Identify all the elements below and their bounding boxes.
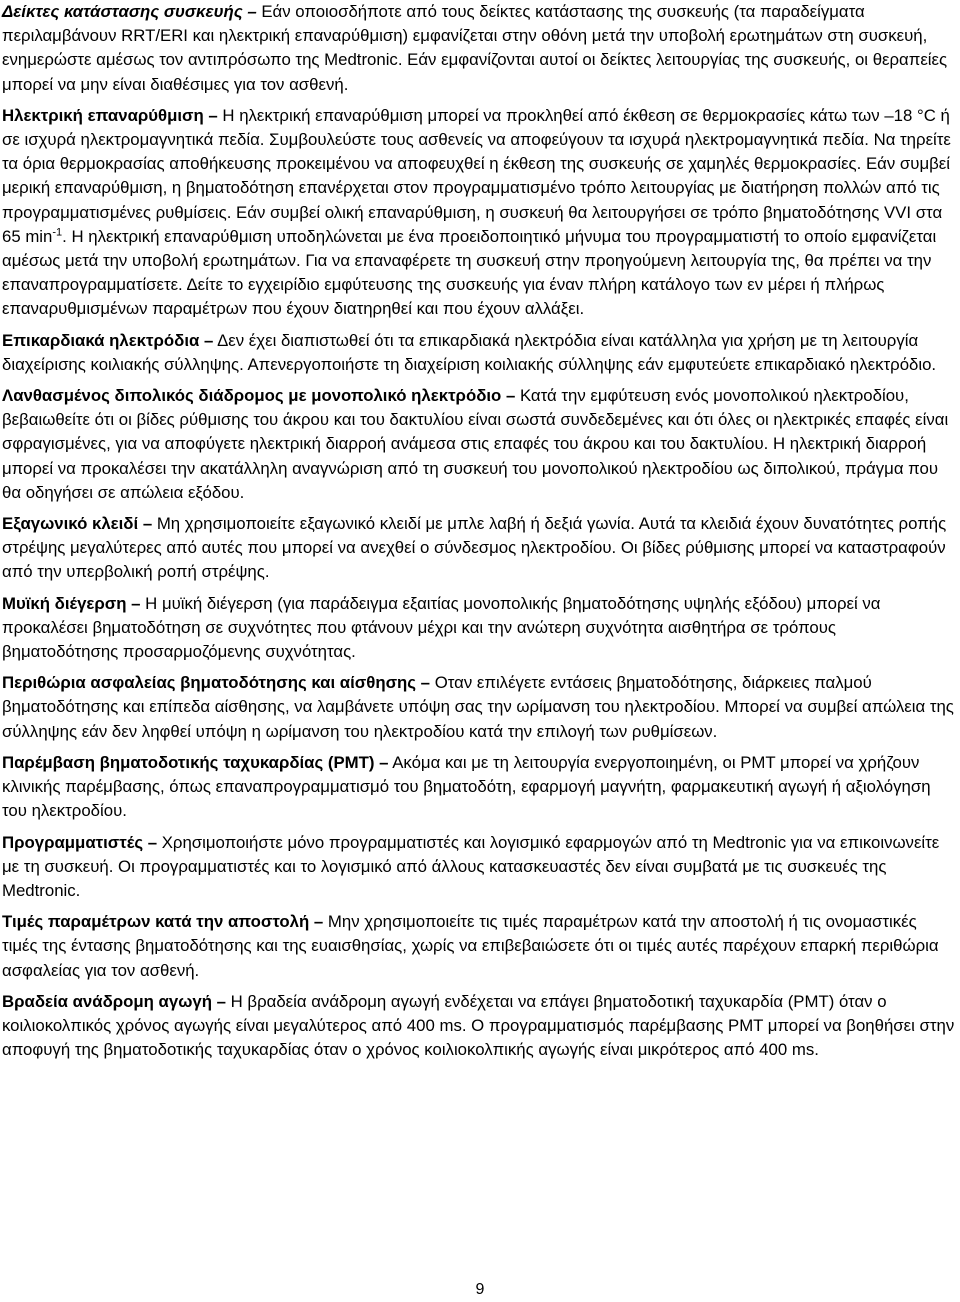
term-muscle-stimulation: Μυϊκή διέγερση – <box>2 593 141 613</box>
paragraph-hex-wrench <box>2 512 956 585</box>
term-epicardial-leads: Επικαρδιακά ηλεκτρόδια – <box>2 330 214 350</box>
term-slow-retrograde-conduction: Βραδεία ανάδρομη αγωγή – <box>2 991 226 1011</box>
term-hex-wrench: Εξαγωνικό κλειδί – <box>2 514 153 534</box>
body-shipping-values: Μην χρησιμοποιείτε τις τιμές παραμέτρων κατά την αποστολή ή τις ονομαστικές τιμές της έντασης βηματοδότησης και της ευαισθησίας, χωρίς να επιβεβαιώσετε ότι οι τιμές αυτές παρέχουν επαρκή περιθώρια ασφαλείας για τον ασθενή. <box>2 912 939 980</box>
term-programmers: Προγραμματιστές – <box>2 832 158 852</box>
body-programmers: Χρησιμοποιήστε μόνο προγραμματιστές και λογισμικό εφαρμογών από τη Medtronic για να επικοινωνείτε με τη συσκευή. Οι προγραμματιστές και το λογισμικό από άλλους κατασκευαστές δεν είναι συμβατά με τις συσκευές της Medtronic. <box>2 832 940 900</box>
paragraph-electrical-reset <box>2 104 956 322</box>
paragraph-muscle-stimulation <box>2 592 956 665</box>
body-slow-retrograde-conduction: Η βραδεία ανάδρομη αγωγή ενδέχεται να επάγει βηματοδοτική ταχυκαρδία (PMT) όταν ο κοιλιοκολπικός χρόνος αγωγής είναι μεγαλύτερος από 400 ms. Ο προγραμματισμός παρέμβασης PMT μπορεί να βοηθήσει στην αποφυγή της βηματοδοτικής ταχυκαρδίας όταν ο χρόνος κοιλιοκολπικής αγωγής είναι μικρότερος από 400 ms. <box>2 991 955 1060</box>
term-bipolar-path-unipolar-lead: Λανθασμένος διπολικός διάδρομος με μονοπολικό ηλεκτρόδιο – <box>2 386 516 406</box>
paragraph-epicardial-leads <box>2 329 956 377</box>
body-pmt-intervention: Ακόμα και με τη λειτουργία ενεργοποιημένη, οι PMT μπορεί να χρήζουν κλινικής παρέμβασης, όπως επαναπρογραμματισμό του βηματοδότη, εφαρμογή μαγνήτη, φαρμακευτική αγωγή ή αξιολόγηση του ηλεκτροδίου. <box>2 752 931 821</box>
term-pmt-intervention: Παρέμβαση βηματοδοτικής ταχυκαρδίας (PMT) – <box>2 752 389 772</box>
term-electrical-reset: Ηλεκτρική επαναρύθμιση – <box>2 105 218 125</box>
body-hex-wrench: Μη χρησιμοποιείτε εξαγωνικό κλειδί με μπλε λαβή ή δεξιά γωνία. Αυτά τα κλειδιά έχουν δυνατότητες ροπής στρέψης μεγαλύτερες από αυτές που μπορεί να ανεχθεί ο σύνδεσμος ηλεκτροδίου. Οι βίδες ρύθμισης μπορεί να καταστραφούν από την υπερβολική ροπή στρέψης. <box>2 514 947 582</box>
body-electrical-reset-part2: . Η ηλεκτρική επαναρύθμιση υποδηλώνεται με ένα προειδοποιητικό μήνυμα του προγραμματιστή το οποίο εμφανίζεται αμέσως μετά την υποβολή ερωτημάτων. Για να επαναφέρετε τη συσκευή στην προηγούμενη λειτουργία της, θα πρέπει να την επαναπρογραμματίσετε. Δείτε το εγχειρίδιο εμφύτευσης της συσκευής για έναν πλήρη κατάλογο των εν μέρει ή πλήρως επαναρυθμισμένων παραμέτρων που έχουν διατηρηθεί και που έχουν αλλάξει. <box>2 226 937 319</box>
paragraph-bipolar-path-unipolar-lead <box>2 384 956 505</box>
paragraph-programmers <box>2 831 956 904</box>
document-body <box>2 0 956 1069</box>
page-number: 9 <box>475 1281 485 1298</box>
body-pacing-sensing-safety-margins: Οταν επιλέγετε εντάσεις βηματοδότησης, διάρκειες παλμού βηματοδότησης και επίπεδα αίσθησης, να λαμβάνετε υπόψη σας την ωρίμανση του ηλεκτροδίου. Μπορεί να συμβεί απώλεια της σύλληψης εάν δεν ληφθεί υπόψη η ωρίμανση του ηλεκτροδίου κατά την επιλογή των ρυθμίσεων. <box>2 673 954 741</box>
body-bipolar-path-unipolar-lead: Κατά την εμφύτευση ενός μονοπολικού ηλεκτροδίου, βεβαιωθείτε ότι οι βίδες ρύθμισης του άκρου και του δακτυλίου είναι σωστά συνδεδεμένες και ότι όλες οι ηλεκτρικές επαφές είναι σφραγισμένες, για να αποφύγετε ηλεκτρική διαρροή ανάμεσα στις επαφές του άκρου και του δακτυλίου. Η ηλεκτρική διαρροή μπορεί να προκαλέσει την ακατάλληλη αναγνώριση από τη συσκευή του μονοπολικού ηλεκτροδίου ως διπολικού, πράγμα που θα οδηγήσει σε απώλεια εξόδου. <box>2 386 949 502</box>
paragraph-pmt-intervention <box>2 751 956 824</box>
term-device-status-indicators: Δείκτες κατάστασης συσκευής – <box>2 2 257 21</box>
paragraph-device-status-indicators <box>2 0 956 97</box>
body-epicardial-leads: Δεν έχει διαπιστωθεί ότι τα επικαρδιακά ηλεκτρόδια είναι κατάλληλα για χρήση με τη λειτουργία διαχείρισης κοιλιακής σύλληψης. Απενεργοποιήστε τη διαχείριση κοιλιακής σύλληψης εάν εμφυτεύετε επικαρδιακό ηλεκτρόδιο. <box>2 330 937 374</box>
term-shipping-values: Τιμές παραμέτρων κατά την αποστολή – <box>2 912 324 932</box>
body-device-status-indicators: Εάν οποιοσδήποτε από τους δείκτες κατάστασης της συσκευής (τα παραδείγματα περιλαμβάνουν RRT/ERI και ηλεκτρική επαναρύθμιση) εμφανίζεται στην οθόνη μετά την υποβολή ερωτημάτων στη συσκευή, ενημερώστε αμέσως τον αντιπρόσωπο της Medtronic. Εάν εμφανίζονται αυτοί οι δείκτες λειτουργίας της συσκευής, οι θεραπείες μπορεί να μην είναι διαθέσιμες για τον ασθενή. <box>2 2 948 94</box>
body-electrical-reset-part1: Η ηλεκτρική επαναρύθμιση μπορεί να προκληθεί από έκθεση σε θερμοκρασίες κάτω των –18 °C ή σε ισχυρά ηλεκτρομαγνητικά πεδία. Συμβουλεύστε τους ασθενείς να αποφεύγουν τα ισχυρά ηλεκτρομαγνητικά πεδία. Να τηρείτε τα όρια θερμοκρασίας αποθήκευσης προκειμένου να αποφευχθεί η έκθεση της συσκευής σε χαμηλές θερμοκρασίες. Εάν συμβεί μερική επαναρύθμιση, η βηματοδότηση επανέρχεται στον προγραμματισμένο τρόπο λειτουργίας με διατήρηση πολλών από τις προγραμματισμένες ρυθμίσεις. Εάν συμβεί ολική επαναρύθμιση, η συσκευή θα λειτουργήσει σε τρόπο βηματοδότησης VVI στα 65 min <box>2 105 951 246</box>
paragraph-pacing-sensing-safety-margins <box>2 671 956 744</box>
term-pacing-sensing-safety-margins: Περιθώρια ασφαλείας βηματοδότησης και αίσθησης – <box>2 673 431 693</box>
superscript-minus-one: -1 <box>52 226 63 239</box>
paragraph-shipping-values <box>2 910 956 983</box>
body-muscle-stimulation: Η μυϊκή διέγερση (για παράδειγμα εξαιτίας μονοπολικής βηματοδότησης υψηλής εξόδου) μπορεί να προκαλέσει βηματοδότηση σε συχνότητες που φτάνουν μέχρι και την ανώτερη συχνότητα αισθητήρα σε τρόπους βηματοδότησης προσαρμοζόμενης συχνότητας. <box>2 593 881 662</box>
paragraph-slow-retrograde-conduction <box>2 990 956 1063</box>
